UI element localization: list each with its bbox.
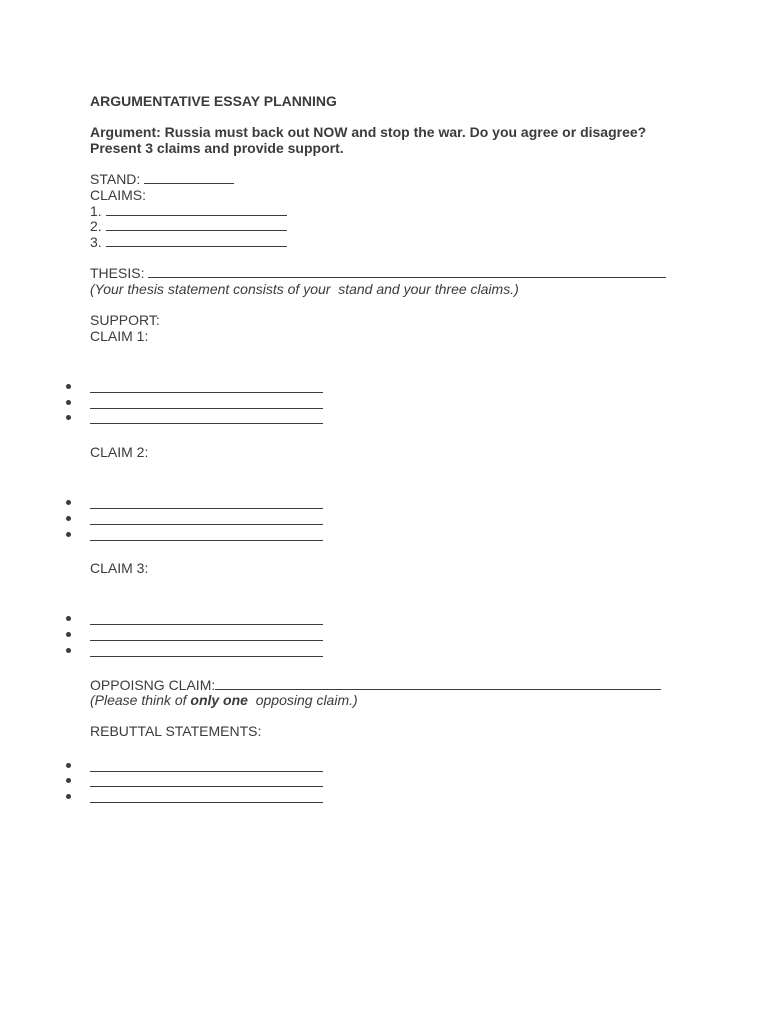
support-bullet-3-2	[0, 627, 768, 643]
claim-blank-2[interactable]	[106, 218, 287, 231]
support-bullet-1-1	[0, 379, 768, 395]
opposing-note-pre: (Please think of	[90, 692, 191, 708]
support-blank[interactable]	[90, 410, 323, 424]
thesis-note: (Your thesis statement consists of your stand and your three claims.)	[90, 281, 519, 297]
claim-1-label: CLAIM 1:	[90, 328, 149, 344]
support-blank[interactable]	[90, 379, 323, 393]
stand-label: STAND:	[90, 171, 141, 187]
bullet-icon	[66, 415, 71, 420]
rebuttal-bullet-2	[0, 773, 768, 789]
claim-3-label: CLAIM 3:	[90, 560, 149, 576]
bullet-icon	[66, 384, 71, 389]
stand-blank[interactable]	[144, 171, 234, 184]
rebuttal-bullet-3	[0, 789, 768, 805]
support-blank[interactable]	[90, 511, 323, 525]
support-bullet-2-2	[0, 511, 768, 527]
opposing-claim-label: OPPOISNG CLAIM:	[90, 677, 216, 693]
worksheet-title: ARGUMENTATIVE ESSAY PLANNING	[90, 93, 337, 109]
bullet-icon	[66, 648, 71, 653]
support-bullet-2-3	[0, 527, 768, 543]
bullet-icon	[66, 516, 71, 521]
rebuttal-label: REBUTTAL STATEMENTS:	[90, 723, 262, 739]
support-blank[interactable]	[90, 527, 323, 541]
support-blank[interactable]	[90, 495, 323, 509]
claims-label: CLAIMS:	[90, 187, 147, 203]
opposing-claim-blank[interactable]	[215, 677, 661, 690]
bullet-icon	[66, 794, 71, 799]
claim-number-1: 1.	[90, 203, 102, 219]
claim-row-3	[90, 234, 287, 250]
support-bullet-1-3	[0, 410, 768, 426]
support-blank[interactable]	[90, 395, 323, 409]
support-blank[interactable]	[90, 643, 323, 657]
support-bullet-3-1	[0, 611, 768, 627]
claim-row-1	[90, 203, 287, 219]
bullet-icon	[66, 500, 71, 505]
rebuttal-blank[interactable]	[90, 773, 323, 787]
opposing-claim-note	[90, 692, 358, 708]
thesis-label: THESIS:	[90, 265, 145, 281]
argument-line-2: Present 3 claims and provide support.	[90, 140, 344, 156]
bullet-icon	[66, 632, 71, 637]
opposing-note-post: opposing claim.)	[247, 692, 358, 708]
argument-line-1: Argument: Russia must back out NOW and stop the war. Do you agree or disagree?	[90, 124, 647, 140]
support-blank[interactable]	[90, 611, 323, 625]
rebuttal-blank[interactable]	[90, 758, 323, 772]
thesis-blank[interactable]	[148, 265, 666, 278]
claim-blank-3[interactable]	[106, 234, 287, 247]
support-bullet-1-2	[0, 395, 768, 411]
bullet-icon	[66, 532, 71, 537]
opposing-note-emphasis: only one	[190, 692, 248, 708]
claim-2-label: CLAIM 2:	[90, 444, 149, 460]
claim-blank-1[interactable]	[106, 203, 287, 216]
support-bullet-3-3	[0, 643, 768, 659]
thesis-row	[90, 265, 666, 281]
rebuttal-blank[interactable]	[90, 789, 323, 803]
claim-number-3: 3.	[90, 234, 102, 250]
stand-row	[90, 171, 234, 187]
support-label: SUPPORT:	[90, 312, 160, 328]
rebuttal-bullet-1	[0, 758, 768, 774]
bullet-icon	[66, 763, 71, 768]
opposing-claim-row	[90, 677, 661, 693]
bullet-icon	[66, 616, 71, 621]
bullet-icon	[66, 400, 71, 405]
support-bullet-2-1	[0, 495, 768, 511]
bullet-icon	[66, 778, 71, 783]
support-blank[interactable]	[90, 627, 323, 641]
claim-row-2	[90, 218, 287, 234]
claim-number-2: 2.	[90, 218, 102, 234]
